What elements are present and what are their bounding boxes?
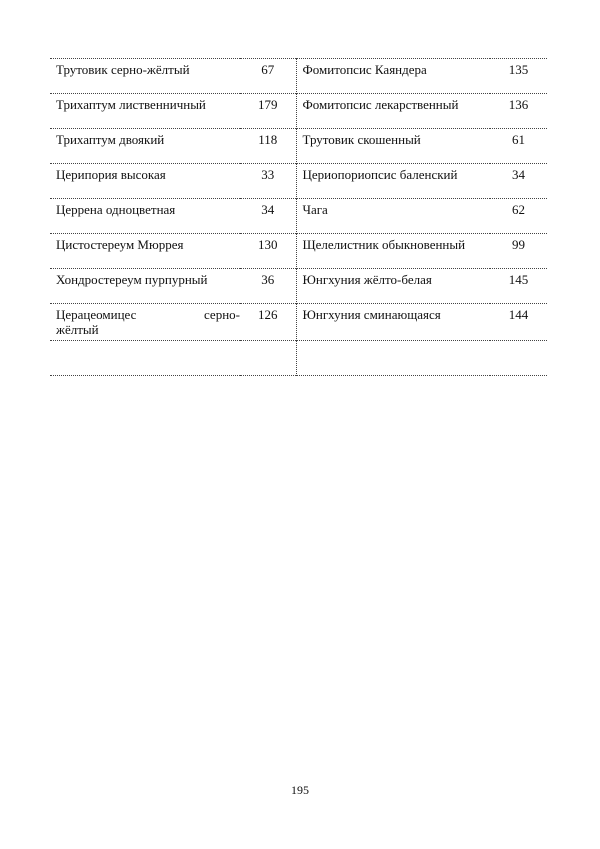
table-row: [50, 129, 547, 164]
empty-cell: [240, 341, 296, 376]
species-name-line: Церацеомицес серно-: [56, 307, 240, 322]
table-row: [50, 164, 547, 199]
species-name: [50, 304, 240, 341]
page-ref: 67: [261, 62, 275, 77]
species-name: Фомитопсис лекарственный: [296, 94, 490, 129]
species-name: Цериопориопсис баленский: [296, 164, 490, 199]
table-row: [50, 199, 547, 234]
page-ref: 62: [512, 202, 525, 217]
species-name: Фомитопсис Каяндера: [296, 59, 490, 94]
species-name: Церипория высокая: [56, 167, 166, 182]
species-name: Трутовик серно-жёлтый: [56, 62, 190, 77]
page-ref: 130: [258, 237, 278, 252]
page-ref: 33: [261, 167, 275, 182]
page-ref: 144: [508, 307, 529, 322]
table-row-empty: [50, 341, 547, 376]
table-row: [50, 234, 547, 269]
species-name: Цистостереум Мюррея: [56, 237, 184, 252]
species-name: Трихаптум лиственничный: [56, 97, 206, 112]
species-name: Хондростереум пурпурный: [56, 272, 208, 287]
page-ref: 34: [261, 202, 275, 217]
species-name: Юнгхуния сминающаяся: [296, 304, 490, 341]
page-ref: 34: [512, 167, 525, 182]
species-name: Щелелистник обыкновенный: [296, 234, 490, 269]
page-ref: 145: [508, 272, 529, 287]
table-row: [50, 94, 547, 129]
empty-cell: [490, 341, 547, 376]
page-ref: 36: [261, 272, 275, 287]
table-row: [50, 59, 547, 94]
page-ref: 126: [258, 307, 278, 322]
species-name: Юнгхуния жёлто-белая: [296, 269, 490, 304]
page-ref: 135: [508, 62, 529, 77]
page-ref: 118: [258, 132, 278, 147]
table-row: [50, 304, 547, 341]
species-name: Церрена одноцветная: [56, 202, 176, 217]
species-name-line: жёлтый: [56, 322, 99, 337]
page-number: 195: [291, 783, 309, 797]
page-ref: 99: [512, 237, 525, 252]
page-ref: 61: [512, 132, 525, 147]
species-name: Трихаптум двоякий: [56, 132, 165, 147]
table-row: [50, 269, 547, 304]
species-index-table: [50, 58, 547, 376]
species-name: Чага: [296, 199, 490, 234]
empty-cell: [50, 341, 240, 376]
page-ref: 179: [258, 97, 278, 112]
species-name: Трутовик скошенный: [296, 129, 490, 164]
empty-cell: [296, 341, 490, 376]
page-ref: 136: [508, 97, 529, 112]
